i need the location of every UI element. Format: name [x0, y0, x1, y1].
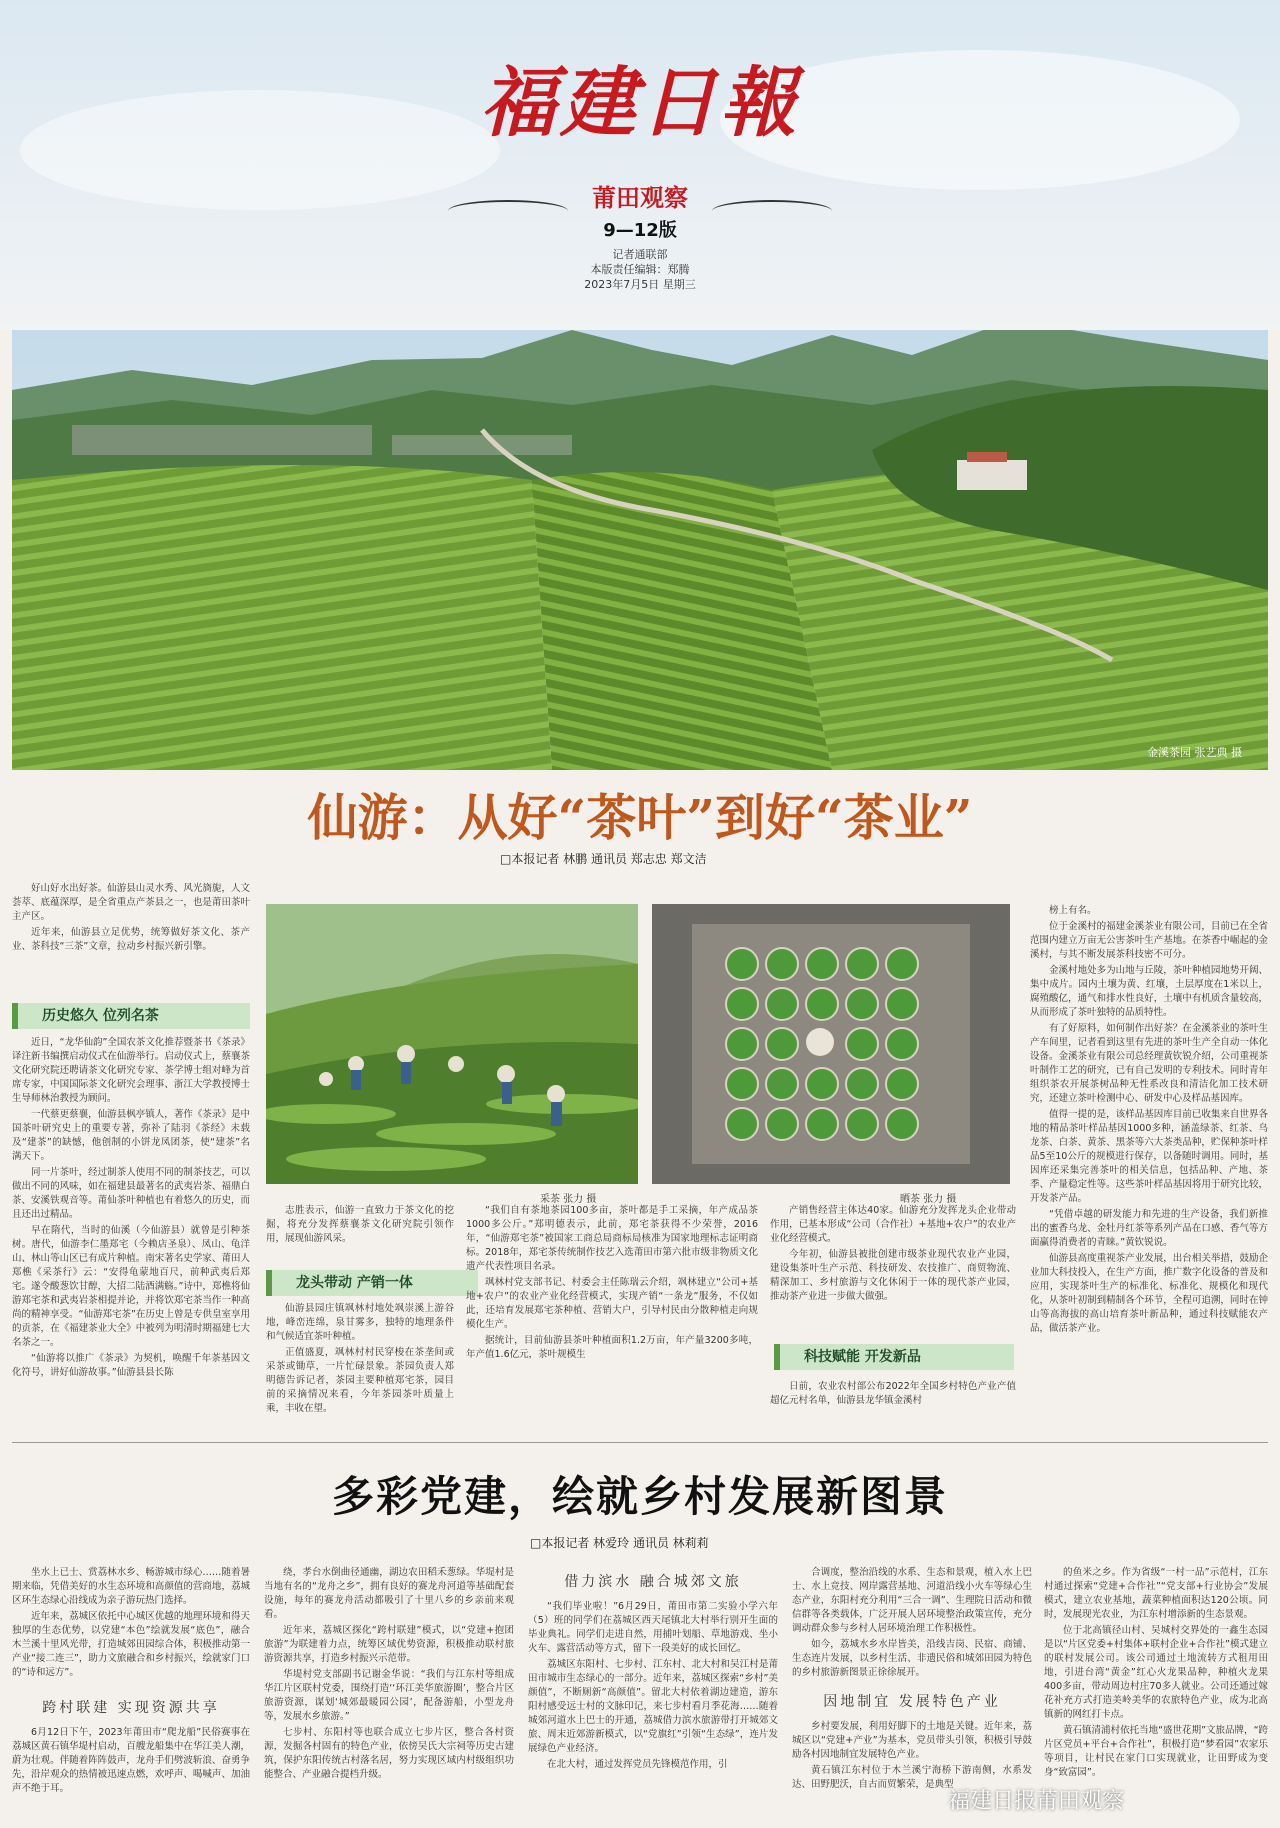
- tea-picking-illustration: [266, 904, 638, 1184]
- body-paragraph: 近年来，荔城区探化“跨村联建”模式，以“党建+抱团旅游”为联建着力点，统筹区域优势资源，积极推动联村旅游资源共享，打造乡村振兴示范带。: [264, 1625, 514, 1664]
- date-line: 2023年7月5日 星期三: [584, 278, 696, 291]
- body-paragraph: “凭借卓越的研发能力和先进的生产设备，我们新推出的蜜香乌龙、金牡丹红茶等系列产品在口感、香气等方面赢得消费者的青睐。”黄钦锐说。: [1030, 1209, 1268, 1248]
- body-paragraph: 黄石镇江东村位于木兰溪宁海桥下游南侧，水系发达、田野肥沃，自古而贸繁荣，是典型: [792, 1765, 1032, 1790]
- body-paragraph: 有了好原料，如何制作出好茶？在金溪茶业的茶叶生产车间里，记者看到这里有先进的茶叶生产全自动一体化设备。金溪茶业有限公司总经理黄钦锐介绍，公司重视茶叶制作工艺的研究，已有自己发明的专利技术。同时青年组织茶农开展茶树品种无性系改良和清洁化加工技术研究，还建立茶叶检测中心、研发中心及样品基因库。: [1030, 1023, 1268, 1104]
- body-paragraph: 位于北高镇径山村、吴城村交界处的一鑫生态园是以“片区党委+村集体+联村企业+合作社”模式建立的联村发展公司。该公司通过土地流转方式租用田地，引进台湾“黄金”红心火龙果品种，种植火龙果400多亩，带动周边村庄70多人就业。公司还通过嫁花补充方式打造美岭美华的农旅特色产业，成为北高镇新的网红打卡点。: [1044, 1625, 1268, 1720]
- article1-headline: 仙游：从好“茶叶”到好“茶业”: [307, 788, 973, 847]
- section-heading-joint-villages: 跨村联建 实现资源共享: [42, 1700, 220, 1716]
- body-paragraph: 近日，“龙华仙韵”全国农茶文化推荐暨茶书《茶录》译注新书编撰启动仪式在仙游举行。启动仪式上，蔡襄茶文化研究院还聘请茶文化研究专家、茶学博士组对峰为首席专家，中国国际茶文化研究会理事、浙江大学教授博士生导师林治教授为顾问。: [12, 1037, 250, 1104]
- body-paragraph: 仙游县园庄镇飒林村地处飒崇溪上游谷地，峰峦连绵，泉甘雾多，独特的地理条件和气候适宜茶叶种植。: [266, 1303, 454, 1342]
- body-paragraph: 据统计，目前仙游县茶叶种植面积1.2万亩，年产量3200多吨，年产值1.6亿元，茶叶规模生: [466, 1335, 758, 1360]
- section-heading-technology: 科技赋能 开发新品: [774, 1344, 1014, 1370]
- article1-col2-text: [266, 1204, 454, 1260]
- body-paragraph: 产销售经营主体达40家。仙游充分发挥龙头企业带动作用，已基本形成“公司（合作社）+基地+农户”的农业产业化经营模式。: [770, 1205, 1016, 1244]
- article2-col4-text: [792, 1566, 1032, 1680]
- edition-ornament-right: [712, 200, 832, 222]
- dept-line: 记者通联部: [612, 248, 668, 261]
- tea-garden-illustration: [12, 330, 1268, 770]
- article1-col4-after: [770, 1380, 1016, 1430]
- body-paragraph: 6月12日下午，2023年莆田市“爬龙船”民俗赛事在荔城区黄石镇华堤村启动，百艘龙船集中在华江美人潮，蔚为壮观。伴随着阵阵鼓声，龙舟手们劈波斩浪、奋勇争先，沿岸观众的热情被迅速点燃，欢呼声、喝喊声、加油声不绝于耳。: [12, 1727, 250, 1794]
- intro-paragraph: 近年来，仙游县立足优势，统筹做好茶文化、茶产业、茶科技“三茶”文章，拉动乡村振兴新引擎。: [12, 927, 250, 952]
- section-heading-waterfront: 借力滨水 融合城郊文旅: [564, 1574, 742, 1590]
- article2-col1-after: [12, 1726, 250, 1822]
- article1-byline: □本报记者 林鹏 通讯员 郑志忠 郑文洁: [500, 852, 707, 866]
- photo-drying-tea: [652, 904, 1010, 1184]
- editor-line: 本版责任编辑：郑腾: [590, 263, 690, 276]
- body-paragraph: 日前，农业农村部公布2022年全国乡村特色产业产值超亿元村名单，仙游县龙华镇金溪村: [770, 1381, 1016, 1406]
- section-heading-history: 历史悠久 位列名茶: [12, 1003, 250, 1029]
- drying-tea-illustration: [652, 904, 1010, 1184]
- body-paragraph: 黄石镇清浦村依托当地“盛世花期”文旅品牌，“跨片区党员+平台+合作社”，积极打造“梦看园”农家乐等项目，让村民在家门口实现就业，让田野成为变身“致富园”。: [1044, 1725, 1268, 1778]
- body-paragraph: “我们自有茶地茶园100多亩，茶叶都是手工采摘，年产成品茶1000多公斤。”郑明德表示，此前，郑宅茶获得不少荣誉，2016年，“仙游郑宅茶”被国家工商总局商标局核准为国家地理标志证明商标。2018年，郑宅茶传统制作技艺入选莆田市第六批市级非物质文化遗产代表性项目名录。: [466, 1205, 758, 1272]
- article2-byline: □本报记者 林爱玲 通讯员 林莉莉: [530, 1536, 709, 1550]
- wechat-watermark: 福建日报莆田观察: [948, 1789, 1125, 1814]
- body-paragraph: 合调度，整治沿线的水系、生态和景观，植入水上巴士、水上竞技、网岸露营基地、河道沿线小火车等绿心生态产业，东阳村充分利用“三合一调”、生理院日活动和微信群等各类载体，广泛开展人居环境整治政策宣传，充分调动群众参与乡村人居环境治理工作积极性。: [792, 1567, 1032, 1634]
- body-paragraph: “我们毕业啦！”6月29日，莆田市第二实验小学六年（5）班的同学们在荔城区西天尾镇北大村举行别开生面的毕业典礼。同学们走进自然，用捕叶划船、草地游戏、坐小火车、露营活动等方式，留下一段美好的成长回忆。: [528, 1601, 778, 1654]
- section-heading-local-industry: 因地制宜 发展特色产业: [823, 1694, 1001, 1710]
- article2-headline: 多彩党建，绘就乡村发展新图景: [331, 1472, 948, 1521]
- body-paragraph: “仙游将以推广《茶录》为契机，唤醒千年茶基因文化符号，讲好仙游故事。”仙游县县长陈: [12, 1353, 250, 1378]
- body-paragraph: 金溪村地处多为山地与丘陵，茶叶种植园地势开阔、集中成片。园内土壤为黄、红壤，土层厚度在1米以上，腐殖酸亿，通气和排水性良好，土壤中有机质含量较高，从而形成了茶叶独特的品质特性。: [1030, 965, 1268, 1018]
- hero-photo-tea-garden: [12, 330, 1268, 770]
- photo2-caption: 晒茶 张力 摄: [900, 1194, 957, 1205]
- body-paragraph: 绕，孝台水倒曲径通幽，湖边农田稻禾葱绿。华堤村是当地有名的“龙舟之乡”，拥有良好的赛龙舟河道等基础配套设施，每年的赛龙舟活动都吸引了十里八乡的乡亲前来观看。: [264, 1567, 514, 1620]
- hero-photo-caption: 金溪茶园 张艺典 摄: [1147, 746, 1242, 759]
- body-paragraph: 仙游县高度重视茶产业发展，出台相关举措，鼓励企业加大科技投入，在生产方面，推广数字化设备的普及和应用，实现茶叶生产的标准化、标准化、规模化和现代化，从茶叶初制到精制各个环节，全程可追溯，同时在钟山等高海拔的高山培育茶叶新品种，通过科技赋能农产品，做活茶产业。: [1030, 1253, 1268, 1334]
- body-paragraph: 同一片茶叶，经过制茶人使用不同的制茶技艺，可以做出不同的风味，如在福建县最著名的武夷岩茶、福鼎白茶、安溪铁观音等。莆仙茶叶种植也有着悠久的历史，而且还出过精品。: [12, 1167, 250, 1220]
- photo1-caption: 采茶 张力 摄: [540, 1194, 597, 1205]
- body-paragraph: 今年初，仙游县被批创建市级茶业现代农业产业园，建设集茶叶生产示范、科技研发、农技推广、商贸物流、精深加工、乡村旅游与文化休闲于一体的现代茶产业园，推动茶产业进一步做大做强。: [770, 1249, 1016, 1302]
- article1-col4-text: [770, 1204, 1016, 1334]
- body-paragraph: 榜上有名。: [1049, 905, 1097, 916]
- body-paragraph: 如今，荔城水乡水岸皆美，沿线吉岗、民宿、商铺、生态连片发展，以乡村生活、非遗民俗和城郊田园为特色的乡村旅游新图景正徐徐展开。: [792, 1639, 1032, 1678]
- body-paragraph: 乡村要发展，利用好脚下的土地是关键。近年来，荔城区以“党建+产业”为基本，党员带头引领，积极引导鼓励各村因地制宜发展特色产业。: [792, 1721, 1032, 1760]
- article2-col2-text: [264, 1566, 514, 1822]
- article1-col5-text: [1030, 904, 1268, 1430]
- body-paragraph: 飒林村党支部书记、村委会主任陈瑞云介绍，飒林建立“公司+基地+农户”的农业产业化经营模式，实现产销“一条龙”服务，不仅如此，还培育发展郑宅茶种植、营销大户，引导村民由分散种植走向规模化生产。: [466, 1277, 758, 1330]
- body-paragraph: 的鱼米之乡。作为省级“一村一品”示范村，江东村通过探索“党建+合作社”“党支部+行业协会”发展模式，建立农业基地，蔬菜种植面积达120公顷。同时，发展现光农业，为江东村增添新的生态景观。: [1044, 1567, 1268, 1620]
- body-paragraph: 志胜表示，仙游一直致力于茶文化的挖掘，将充分发挥蔡襄茶文化研究院引领作用，展现仙游风采。: [266, 1205, 454, 1244]
- body-paragraph: 值得一提的是，该样品基因库目前已收集来自世界各地的精品茶叶样品基因1000多种，涵盖绿茶、红茶、乌龙茶、白茶、黄茶、黑茶等六大茶类品种，贮保种茶叶样品5至10公斤的规模进行保存，以备随时调用。同时，基因库还采集完善茶叶的相关信息，包括品种、产地、茶季、产量稳定性等。这些茶叶样品基因将用于研究比较，开发茶产品。: [1030, 1109, 1268, 1204]
- body-paragraph: 早在隋代，当时的仙溪（今仙游县）就曾是引种茶树。唐代，仙游李仁墨郑宅（今赖店圣泉）、凤山、龟洋山、林山等山区已有成片种植。南宋著名史学家、莆田人郑樵《采茶行》云：“安得龟蒙地百尺，前种武夷后郑宅。遂令酸葱饮甘醇，大招二陆酒满觞。”诗中，郑樵将仙游郑宅茶和武夷岩茶相提并论，并将饮郑宅茶当作一种高尚的精神享受。“仙游郑宅茶”在历史上曾是专供皇室享用的贡茶，在《福建茶业大全》中被列为明清时期福建七大名茶之一。: [12, 1225, 250, 1348]
- body-paragraph: 近年来，荔城区依托中心城区优越的地理环境和得天独厚的生态优势，以党建“本色”绘就发展“底色”，融合木兰溪十里风光带，打造城郊田园综合体，积极推动第一产业“接二连三”，助力文旅融合和乡村振兴，绘就家门口的“诗和远方”。: [12, 1611, 250, 1678]
- intro-paragraph: 好山好水出好茶。仙游县山灵水秀、风光旖旎，人文荟萃、底蕴深厚，是全省重点产茶县之一，也是莆田茶叶主产区。: [12, 883, 250, 922]
- body-paragraph: 位于金溪村的福建金溪茶业有限公司，目前已在全省范围内建立万亩无公害茶叶生产基地。在茶香中崛起的金溪村，与其不断发展茶科技密不可分。: [1030, 921, 1268, 960]
- article2-col1-text: [12, 1566, 250, 1690]
- newspaper-logo: 福建日報: [480, 58, 800, 147]
- article1-section2-text: [266, 1302, 454, 1430]
- section-heading-leading: 龙头带动 产销一体: [266, 1270, 478, 1296]
- article1-section1-text: [12, 1036, 250, 1430]
- article1-intro: [12, 882, 250, 992]
- edition-pages: 9—12版: [603, 220, 677, 241]
- edition-name: 莆田观察: [592, 184, 688, 212]
- article2-col5-text: [1044, 1566, 1268, 1780]
- body-paragraph: 正值盛夏，飒林村村民穿梭在茶垄间或采茶或锄草，一片忙碌景象。茶园负责人郑明德告诉记者，茶园主要种植郑宅茶，园目前的采摘情况来看，今年茶园茶叶质量上乘，丰收在望。: [266, 1347, 454, 1414]
- article1-col3-text: [466, 1204, 758, 1430]
- body-paragraph: 华堤村党支部副书记谢金华说：“我们与江东村等组成华江片区联村党委，围绕打造‘‘环江美华旅游圈’，整合片区旅游资源，谋划‘城郊最暖园公园’，配备游船，小型龙舟等，发展水乡旅游。”: [264, 1669, 514, 1722]
- body-paragraph: 荔城区东阳村、七步村、江东村、北大村和吴江村是莆田市城市生态绿心的一部分。近年来，荔城区探索“乡村”美颜值”，不断厕新“高颜值”。留北大村依着湖边建造，游东阳村感受远士村的文脉印记，来七步村看月季花海……随着城郊河道水上巴士的开通，荔城借力滨水旅游带打开城郊文旅、周末近郊游新模式，以“党旗红”引领“生态绿”，连片发展绿色产业经济。: [528, 1659, 778, 1754]
- photo-tea-picking: [266, 904, 638, 1184]
- body-paragraph: 七步村、东阳村等也联合成立七步片区，整合各村资源，发掘各村固有的特色产业，依傍吴氏大宗祠等历史古建筑，保护东阳传统古村落名居，努力实现区域内村级组织功能整合、产业融合提档升级。: [264, 1727, 514, 1780]
- body-paragraph: 一代蔡更蔡襄，仙游县枫亭镇人，著作《茶录》是中国茶叶研究史上的重要专著，弥补了陆羽《茶经》未载及“建茶”的缺憾，他创制的小饼龙凤团茶，使“建茶”名满天下。: [12, 1109, 250, 1162]
- body-paragraph: 在北大村，通过发挥党员先锋模范作用，引: [547, 1759, 728, 1770]
- article2-col3-text: [528, 1600, 778, 1822]
- section-divider: [12, 1442, 1268, 1443]
- body-paragraph: 坐水上已士、赏荔林水乡、畅游城市绿心……随着暑期来临，凭借美好的水生态环境和高颜值的营商地，荔城区环生态绿心沿线成为亲子游玩热门选择。: [12, 1567, 250, 1606]
